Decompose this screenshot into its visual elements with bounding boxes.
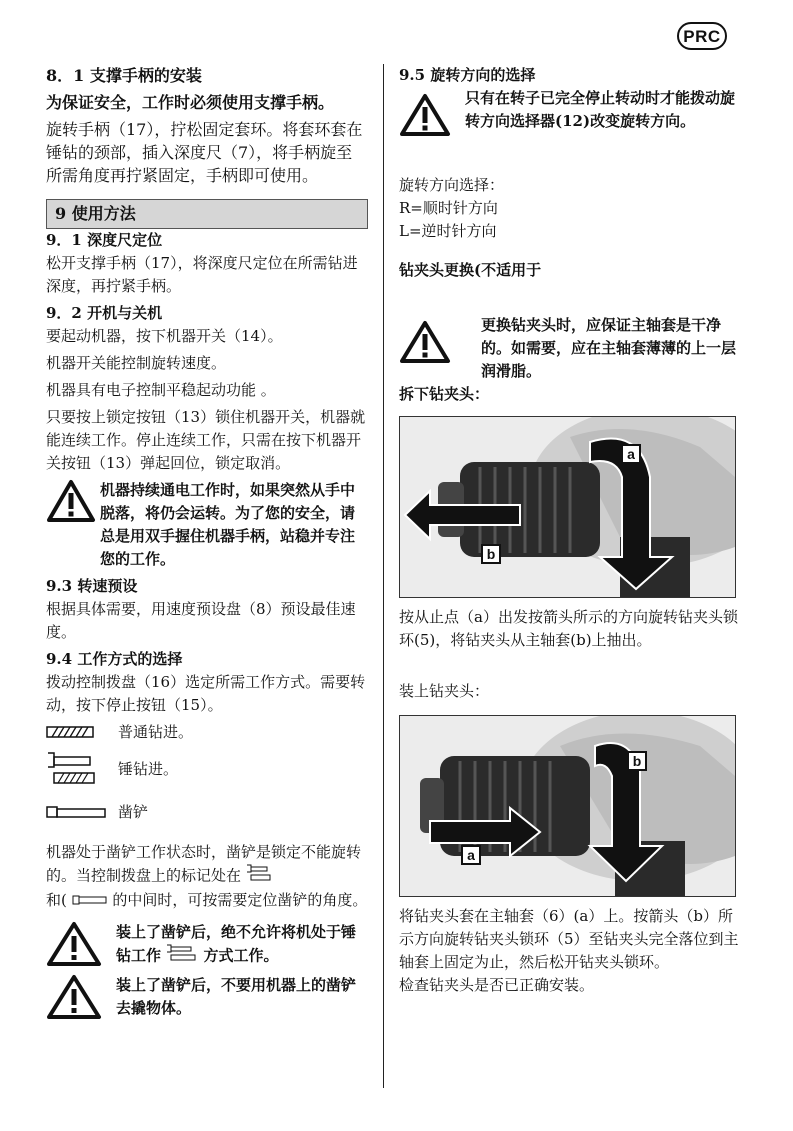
chisel-info-part-1: 机器处于凿铲工作状态时，凿铲是锁定不能旋转的。当控制拨盘上的标记处在 [46,843,362,885]
warning-triangle-icon [46,479,96,530]
chisel-mode-inline-icon [72,890,108,913]
chisel-warning-2 [46,974,368,1027]
right-column [399,64,739,997]
section-8-1-safety-text: 为保证安全，工作时必须使用支撑手柄。 [46,93,335,112]
running-warning-text: 机器持续通电工作时，如果突然从手中脱落，将仍会运转。为了您的安全，请总是用双手握住机器手柄，站稳并专注您的工作。 [100,481,356,568]
section-9-3-title: 9.3 转速预设 [46,577,138,595]
hammer-mode-inline-icon [246,864,272,889]
section-9-1-title: 9．1 深度尺定位 [46,231,163,249]
chisel-icon [46,804,118,820]
figure-label-a: a [467,847,475,863]
rotation-warning [399,87,739,144]
chisel-warning-2-text: 装上了凿铲后，不要用机器上的凿铲去撬物体。 [116,975,357,1017]
section-9-2-title: 9．2 开机与关机 [46,304,163,322]
figure-label-b: b [486,546,496,562]
direction-title: 旋转方向选择： [399,176,505,194]
warning-triangle-icon [399,93,451,144]
direction-l: L=逆时针方向 [399,222,497,240]
section-9-header: 9 使用方法 [46,199,368,229]
column-divider [383,64,384,1088]
mode-chisel-label: 凿铲 [118,802,149,821]
warning-triangle-icon [399,320,451,371]
section-9-2-text-4: 只要按上锁定按钮（13）锁住机器开关，机器就能连续工作。停止连续工作，只需在按下机器开关按钮（13）弹起回位，锁定取消。 [46,408,366,472]
mode-hammer-drilling [46,747,368,791]
install-chuck-title: 装上钻夹头： [399,682,490,700]
section-9-3-body: 根据具体需要，用速度预设盘（8）预设最佳速度。 [46,600,356,641]
section-9-2-text-3: 机器具有电子控制平稳起动功能 。 [46,381,276,399]
section-9-2-text-1: 要起动机器，按下机器开关（14）。 [46,327,283,345]
mode-drilling [46,717,368,747]
chisel-info [46,841,368,913]
mode-chiseling [46,791,368,833]
running-warning [46,479,368,571]
direction-r: R=顺时针方向 [399,199,498,217]
section-9-4-title: 9.4 工作方式的选择 [46,650,183,668]
check-chuck-text: 检查钻夹头是否已正确安装。 [399,976,595,994]
chisel-warning-1-part-1: 装上了凿铲后，绝不允许将机处于锤钻工作 [116,922,357,964]
mode-drilling-label: 普通钻进。 [118,722,194,741]
region-badge: PRC [677,22,727,50]
warning-triangle-icon [46,974,102,1027]
chisel-info-part-3: 的中间时，可按需要定位凿铲的角度。 [112,891,368,909]
remove-chuck-text: 按从止点（a）出发按箭头所示的方向旋转钻夹头锁环(5)，将钻夹头从主轴套(b)上抽出。 [399,608,738,649]
section-8-1-body: 旋转手柄（17），拧松固定套环。将套环套在锤钻的颈部，插入深度尺（7），将手柄旋至所需角度再拧紧固定，手柄即可使用。 [46,120,363,185]
chisel-warning-1-part-2: 方式工作。 [203,946,279,964]
install-chuck-illustration [400,716,735,896]
chuck-warning-text: 更换钻夹头时，应保证主轴套是干净的。如需要，应在主轴套薄薄的上一层润滑脂。 [481,316,737,380]
install-chuck-figure [399,715,736,897]
warning-triangle-icon [46,921,102,974]
hammer-drill-icon [46,749,118,789]
install-chuck-text: 将钻夹头套在主轴套（6）(a）上。按箭头（b）所示方向旋转钻夹头锁环（5）至钻夹头完全落位到主轴套上固定为止，然后松开钻夹头锁环。 [399,907,739,971]
chuck-change-title: 钻夹头更换(不适用于 [399,261,542,279]
section-9-2-text-2: 机器开关能控制旋转速度。 [46,354,227,372]
remove-chuck-title: 拆下钻夹头： [399,385,490,403]
chuck-warning [399,314,739,383]
remove-chuck-illustration [400,417,735,597]
chisel-warning-1 [46,921,368,974]
section-9-4-body: 拨动控制拨盘（16）选定所需工作方式。需要转动，按下停止按钮（15）。 [46,673,366,714]
figure-label-b: b [632,753,642,769]
left-column [46,64,368,1027]
section-8-1-title: 8．1 支撑手柄的安装 [46,66,202,85]
section-9-5-title: 9.5 旋转方向的选择 [399,66,536,84]
chisel-warning-1-text [116,921,368,969]
rotation-warning-text: 只有在转子已完全停止转动时才能拨动旋转方向选择器(12)改变旋转方向。 [465,89,736,130]
hammer-mode-inline-icon [166,944,198,969]
section-9-1-body: 松开支撑手柄（17），将深度尺定位在所需钻进深度，再拧紧手柄。 [46,254,358,295]
drill-bit-icon [46,725,118,739]
mode-hammer-label: 锤钻进。 [118,759,179,778]
chisel-info-part-2: 和( [46,891,67,909]
figure-label-a: a [627,446,635,462]
remove-chuck-figure [399,416,736,598]
